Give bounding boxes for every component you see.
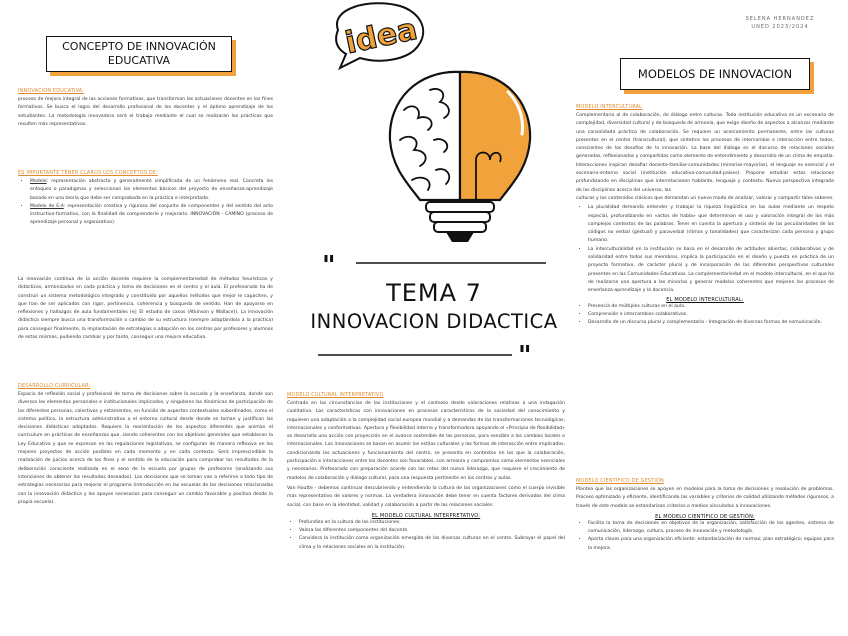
list-item: • Aporta claves para una organización eficiente: estandarización de normas; plan estratégico; equipos para la mejora. — [588, 536, 834, 553]
section-heading: MODELO CULTURAL INTERPRETATIVO — [287, 392, 384, 398]
section-text: Plantea que las organizaciones se apoyen en modelos para la toma de decisiones y resolución de problemas. Proceso optimizado y eficiente, identificando las variables y criterios de calidad utilizando métodos rigurosos, a través de este modelo se estandarizan criterios o medios vinculados a innovaciones. — [576, 487, 834, 509]
author-course: UNED 2023/2024 — [751, 24, 809, 30]
section-text: Complementario al de colaboración, de diálogo entre culturas. Toda institución educativa es un escenario de complejidad, diversidad cultural y de búsqueda de armonía, que exige diseño de aspectos a alcanzar mediante una consolidada práctica de colaboración. Se requiere un acercamiento permanente, entre las culturas presentes en el centro (transcultural), que sintetice los procesos de intercambio e interacción entre todos, conscientes de los desafíos de la innovación. La base del diálogo es el discurso de relaciones sociales generadas, reflexionadas y compartidas como elemento de entendimiento y desarrollo de un clima de empatía. Interacciones inspiran desafiar docente-familiar-comunidades (minorías-mayorías), el lenguaje es esencial y el escenario-entorno social (institución educativa-comunidad-países). Propone estudiar estas relaciones profundizando en disciplinas que interrelacionen hablante, lenguaje y contexto. Nueva perspectiva integrada de las disciplinas acerca del universo, las — [576, 113, 834, 193]
right-section-cientifico — [576, 478, 834, 553]
section-text: culturas y los contenidos clásicos que demandan un nuevo modo de analizar, valorar y compartir tales saberes. — [576, 195, 834, 201]
section-subheading: EL MODELO CIENTÍFICO DE GESTIÓN: — [655, 513, 755, 520]
left-title-line1: CONCEPTO DE INNOVACIÓN — [62, 40, 216, 53]
left-section-accion — [18, 276, 273, 342]
left-section-innovacion — [18, 88, 273, 129]
list-item: • Desarrollo de un discurso plural y complementario - Integración de diversas formas de comunicación. — [588, 319, 834, 327]
list-item: • Facilita la toma de decisiones en objetivos de la organización, satisfacción de los agentes, sistema de comunicación, liderazgo, cultura, proceso de innovación y metodología. — [588, 520, 834, 537]
right-title: MODELOS DE INNOVACION — [637, 67, 793, 81]
term: Modelo de E-A — [30, 203, 64, 209]
lightbulb-illustration — [300, 0, 570, 250]
lightbulb-icon — [460, 72, 530, 200]
section-subheading: EL MODELO INTERCULTURAL: — [666, 296, 744, 303]
section-heading: MODELO INTERCULTURAL — [576, 104, 643, 110]
section-text: Espacio de reflexión social y profesional de toma de decisiones sobre la escuela y la enseñanza, donde son diversos los elementos personales e institucionales implicados, y singulares las dinámicas de participación de las diferentes personas, colectivos y estamentos, en función de aspectos contextuales subordinados, como el sistema político, la estructura administrativa o el entorno cultural desde donde se toman y justifican las decisiones didácticas adoptadas. Requiere la reorientación de los aspectos diferentes que animan el currículum en prácticas de enseñanzas que, siendo coherentes con los objetivos generales que establecen la Ley Educativa y que se expresan en las regulaciones legislativas, se configuran de manera reflexiva en los mejores proyectos de acción posibles en cada momento y en cada contexto. Será imprescindible la realización de juicios acerca de los fines y el sentido de la educación para comprobar los resultados de la deliberación consciente realizada en el seno de la escuela por grupos de profesores (analizando sus intenciones de obtener los resultados deseados). Las decisiones que se toman van a referirse a todo tipo de estrategias necesarias para mejorar el programa (introducción en las escuelas de las decisiones relacionadas con la innovación didáctica y los apoyos necesarios para conseguir un cambio favorable y positivo desde la propia escuela). — [18, 392, 273, 505]
list-item: • Comprensión e intercambios colaborativos. — [588, 311, 834, 319]
idea-bubble — [336, 3, 423, 68]
right-section-intercultural — [576, 104, 834, 327]
term: Modelo — [30, 179, 47, 184]
section-text: La innovación continua de la acción docente requiere la complementariedad de métodos heurísticos y didácticos, armonizados en cada práctica y toma de decisiones en el centro y el aula. El profesorado ha de construir un sistema metodológico integrado y constituido por aquellos métodos que mejor le capaciten, y que han de ser aplicados con rigor, pertinencia, coherencia y búsqueda de sentido. Han de apoyarse en reflexiones y hallazgos de aula fundamentales (ej: El estudio de casos (Atkinson y Wallace)). La innovación didáctica siempre busca una transformación o cambio de su estructura (siempre adaptándola a la práctica) para conseguir finalmente, la implantación de estrategias o adopción en los centros por profesores y alumnos de estas mismas, pudiendo cambiar y por tanto, conseguir una mejora educativa. — [18, 277, 273, 341]
left-title-line2: EDUCATIVA — [107, 54, 171, 67]
term-text: : representación abstracta y generalmente simplificada de un fenómeno real. Concreta los enfoques o paradigmas y seleccionan los elementos básicos del proyecto de enseñanza-aprendizaje basado en una teoría que debe ser comprobada en la práctica e interpretada. — [30, 179, 273, 201]
tema-title: TEMA 7 — [386, 279, 482, 307]
right-title-box — [620, 58, 810, 90]
brain-icon — [390, 72, 460, 200]
section-subheading: EL MODELO CULTURAL INTERPRETATIVO: — [371, 512, 481, 519]
left-section-conceptos — [18, 170, 273, 228]
left-section-desarrollo — [18, 383, 273, 507]
section-heading: ES IMPORTANTE TENER CLAROS LOS CONCEPTOS DE: — [18, 170, 159, 176]
section-heading: INNOVACIÓN EDUCATIVA: — [18, 88, 85, 94]
bulb-base — [426, 202, 494, 242]
section-text: Centrado en las circunstancias de las instituciones y el contexto desde valoraciones relativas a una indagación cualitativa. Las características con innovaciones en procesos característicos de la sociedad del conocimiento y requieren una adaptación a la complejidad social europea mundial y a demandas de las transformaciones tecnológicas, internacionales y conformativas. Apertura y flexibilidad interna y transformadora apoyando el «Principio de flexibilidad» se desarrolla una acción con proyección en el avance sostenible de las personas, para sensible a los cambios locales e internacionales. Las innovaciones se basan en asumir los estilos culturales y las formas de interacción entre implicados, condicionando las actuaciones y funcionamiento del centro, se presenta en contextos en los que la colaboración, participación e interacciones entre los docentes son favorables, con armonía y compromiso como elementos esenciales y necesarios. Profesorado con preparación acorde con las retos del nuevo liderazgo, que requiere el crecimiento de modelos de colaboración y diálogo cultural, para una respuesta pertinente en los centros y aulas. — [287, 401, 565, 481]
section-heading: DESARROLLO CURRICULAR: — [18, 383, 91, 389]
left-title-box — [46, 36, 232, 72]
list-item: • La interculturalidad en la institución se basa en el desarrollo de actitudes abiertas, colaborativas y de solidaridad entre todos sus miembros, implica la participación en el diseño y puesta en práctica de un proyecto formativo, de carácter plural y de incorporación de las diferentes perspectivas culturales presentes en las Comunidades Educativas. La complementariedad en el modelo intercultural, en el que ha de realizarse una apertura a las minorías y generar modelos coherentes que mejoren los procesos de enseñanza-aprendizaje y la docencia. — [588, 246, 834, 296]
tema-block — [296, 251, 572, 371]
term-text: : representación creativa y rigurosa del conjunto de componentes y del sentido del acto instructivo-formativo, con la finalidad de comprenderlo y mejorarlo. INNOVACIÓN - CAMINO (proceso de aprendizaje personal y organizativo). — [30, 203, 273, 226]
list-item — [30, 178, 273, 203]
tema-subtitle: INNOVACION DIDACTICA — [310, 310, 558, 333]
list-item: • Presencia de múltiples culturas en el aula. — [588, 303, 834, 311]
author-block — [730, 16, 830, 30]
quote-close: " — [518, 341, 532, 371]
center-section-cultural — [287, 392, 565, 552]
list-item: • Valora las diferentes componentes del docente. — [299, 527, 565, 535]
list-item: • Considera la institución como organización emergida de las diversas culturas en el centro. Subrayar el papel del clima y la relaciones sociales en la institución. — [299, 535, 565, 552]
section-text: Van Houtte - debemos continuar descubriendo y entendiendo la cultura de las organizaciones como el cuerpo invisible más representativo de valores y normas. La verdadera innovación debe tener en cuenta factores derivados del clima social, con base en la identidad, validad y colaboración a partir de las relaciones sociales. — [287, 485, 565, 508]
section-heading: MODELO CIENTÍFICO DE GESTIÓN — [576, 478, 664, 484]
list-item: • La pluralidad demanda entender y trabajar la riqueza lingüística en las aulas mediante un respeto especial, profundizando en «actos de habla» que determinan el uso y valoración integral de los más complejos contextos de las palabras. Tener en cuenta la apertura y síntesis de las peculiaridades de los códigos no verbal (gestual) y paraverbal (ritmos y tonalidades) que caracterizan cada persona y grupo humano. — [588, 204, 834, 245]
list-item — [30, 203, 273, 228]
list-item: • Profundiza en la cultura de las instituciones. — [299, 519, 565, 527]
idea-text: idea — [342, 11, 421, 62]
author-name: SELENA HERNANDEZ — [745, 16, 815, 22]
section-text: proceso de mejora integral de las acciones formativas, que transforman las actuaciones docentes en los fines formativos. Se busca el logro del desarrollo profesional de los docentes y el óptimo aprendizaje de los estudiantes. La metodología innovadora será el trabajo mediante el cual se realizarán las prácticas que resulten más representativas. — [18, 97, 273, 127]
quote-open: " — [322, 251, 336, 281]
